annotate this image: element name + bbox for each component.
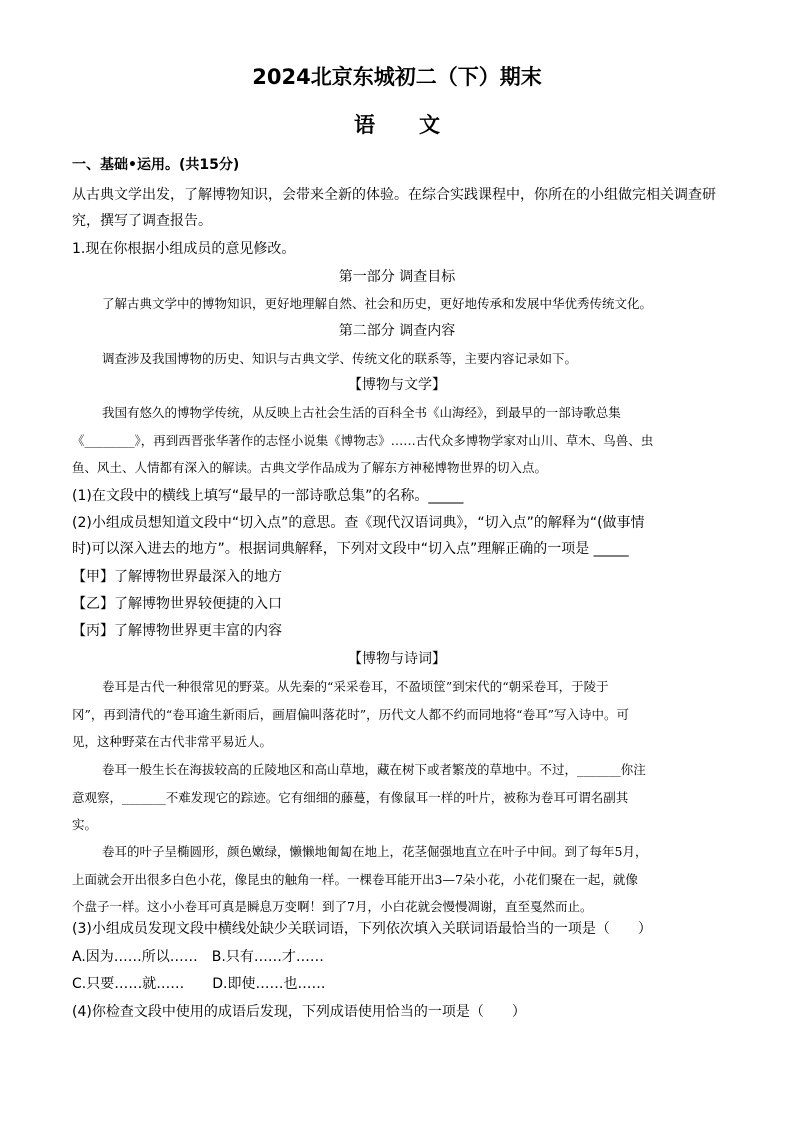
report-part2-title: 第二部分 调查内容 (338, 323, 456, 339)
literature-paragraph: 我国有悠久的博物学传统，从反映上古社会生活的百科全书《山海经》，到最早的一部诗歌总集 (102, 405, 621, 420)
literature-paragraph: 鱼、风土、人情都有深入的解读。古典文学作品成为了解东方神秘博物世界的切入点。 (72, 460, 548, 475)
option-bing: 【丙】了解博物世界更丰富的内容 (72, 623, 282, 639)
report-part2-text: 调查涉及我国博物的历史、知识与古典文学、传统文化的联系等，主要内容记录如下。 (102, 351, 578, 366)
intro-text: 从古典文学出发，了解博物知识，会带来全新的体验。在综合实践课程中，你所在的小组做完相关调查研 (72, 187, 716, 203)
poetry-paragraph: 卷耳的叶子呈椭圆形，颜色嫩绿，懒懒地匍匐在地上，花茎倔强地直立在叶子中间。到了每年5月， (102, 844, 648, 859)
poetry-paragraph: 意观察，_______不难发现它的踪迹。它有细细的藤蔓，有像鼠耳一样的叶片，被称为卷耳可谓名副其 (72, 790, 629, 805)
poetry-paragraph: 上面就会开出很多白色小花，像昆虫的触角一样。一棵卷耳能开出3—7朵小花，小花们聚在一起，就像 (72, 872, 638, 887)
intro-text: 究，撰写了调查报告。 (72, 213, 212, 229)
question-1-3: (3)小组成员发现文段中横线处缺少关联词语，下列依次填入关联词语最恰当的一项是（ ） (72, 921, 652, 937)
poetry-paragraph: 冈”，再到清代的“卷耳逾生新雨后，画眉偏叫落花时”，历代文人都不约而同地将“卷耳”写入诗中。可 (72, 707, 629, 722)
poetry-paragraph: 卷耳一般生长在海拔较高的丘陵地区和高山草地，藏在树下或者繁茂的草地中。不过，_______你注 (102, 762, 646, 777)
question-1-3-options: C.只要……就…… D.即使……也…… (72, 976, 326, 992)
question-1-1: (1)在文段中的横线上填写“最早的一部诗歌总集”的名称。_____ (72, 488, 464, 504)
poetry-paragraph: 个盘子一样。这小小卷耳可真是瞬息万变啊！到了7月，小白花就会慢慢凋谢，直至戛然而止。 (72, 899, 593, 914)
subject-heading: 语文 (354, 112, 484, 137)
literature-paragraph: 《________》，再到西晋张华著作的志怪小说集《博物志》……古代众多博物学家对山川、草木、鸟兽、虫 (72, 433, 654, 448)
poetry-heading: 【博物与诗词】 (348, 651, 446, 667)
question-1-4: (4)你检查文段中使用的成语后发现，下列成语使用恰当的一项是（ ） (72, 1004, 526, 1020)
report-part1-text: 了解古典文学中的博物知识，更好地理解自然、社会和历史，更好地传承和发展中华优秀传统文化。 (102, 296, 653, 311)
poetry-paragraph: 见，这种野菜在古代非常平易近人。 (72, 734, 273, 749)
question-1-3-options: A.因为……所以…… B.只有……才…… (72, 949, 324, 965)
question-1-2: (2)小组成员想知道文段中“切入点”的意思。查《现代汉语词典》，“切入点”的解释为“(做事情 (72, 515, 645, 531)
report-part1-title: 第一部分 调查目标 (338, 269, 456, 285)
option-yi: 【乙】了解博物世界较便捷的入口 (72, 596, 282, 612)
question-1-stem: 1.现在你根据小组成员的意见修改。 (72, 241, 296, 257)
literature-heading: 【博物与文学】 (348, 377, 446, 393)
question-1-2: 时)可以深入进去的地方”。根据词典解释，下列对文段中“切入点”理解正确的一项是 _____ (72, 541, 629, 557)
section-heading: 一、基础•运用。(共15分) (72, 157, 240, 173)
poetry-paragraph: 卷耳是古代一种很常见的野菜。从先秦的“采采卷耳，不盈顷筐”到宋代的“朝采卷耳，于陵于 (102, 679, 609, 694)
poetry-paragraph: 实。 (72, 817, 98, 832)
document-title: 2024北京东城初二（下）期末 (252, 65, 542, 89)
option-jia: 【甲】了解博物世界最深入的地方 (72, 569, 282, 585)
